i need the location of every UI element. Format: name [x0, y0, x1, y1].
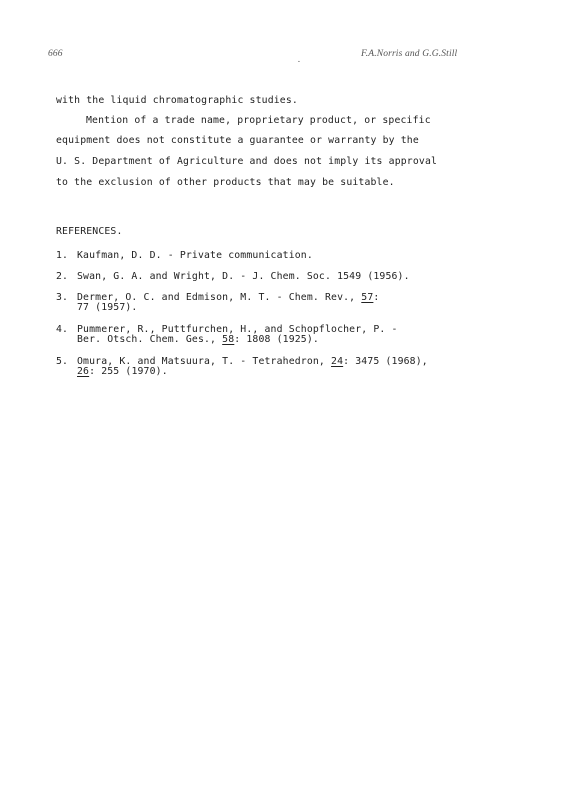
reference-number: 5.	[56, 356, 69, 367]
paragraph-line: to the exclusion of other products that may be suitable.	[56, 177, 395, 188]
citation-text: : 1808 (1925).	[234, 334, 319, 345]
header-mark: .	[298, 55, 301, 65]
citation-text: Omura, K. and Matsuura, T. - Tetrahedron,	[77, 356, 332, 367]
reference-number: 3.	[56, 292, 69, 303]
volume-number: 26	[77, 366, 90, 377]
citation-text: :	[373, 292, 380, 303]
reference-text-continued: 77 (1957).	[77, 302, 138, 313]
citation-text: Dermer, O. C. and Edmison, M. T. - Chem. Rev.,	[77, 292, 362, 303]
reference-number: 1.	[56, 250, 69, 261]
citation-text: : 255 (1970).	[89, 366, 168, 377]
reference-text: Kaufman, D. D. - Private communication.	[77, 250, 313, 261]
page-number: 666	[48, 49, 63, 59]
reference-text-continued	[77, 366, 168, 378]
reference-number: 2.	[56, 271, 69, 282]
body-line: with the liquid chromatographic studies.	[56, 95, 298, 106]
reference-number: 4.	[56, 324, 69, 335]
reference-text: Pummerer, R., Puttfurchen, H., and Schopflocher, P. -	[77, 324, 398, 335]
citation-text: : 3475 (1968),	[343, 356, 428, 367]
paragraph-line: Mention of a trade name, proprietary product, or specific	[86, 115, 431, 126]
volume-number: 58	[222, 334, 235, 345]
volume-number: 24	[331, 356, 344, 367]
citation-text: Ber. Otsch. Chem. Ges.,	[77, 334, 223, 345]
running-head: F.A.Norris and G.G.Still	[361, 49, 458, 59]
paragraph-line: equipment does not constitute a guarantee or warranty by the	[56, 135, 419, 146]
paragraph-line: U. S. Department of Agriculture and does not imply its approval	[56, 156, 438, 167]
references-heading: REFERENCES.	[56, 226, 123, 237]
reference-text: Swan, G. A. and Wright, D. - J. Chem. Soc. 1549 (1956).	[77, 271, 410, 282]
reference-text-continued	[77, 334, 319, 346]
volume-number: 57	[361, 292, 374, 303]
